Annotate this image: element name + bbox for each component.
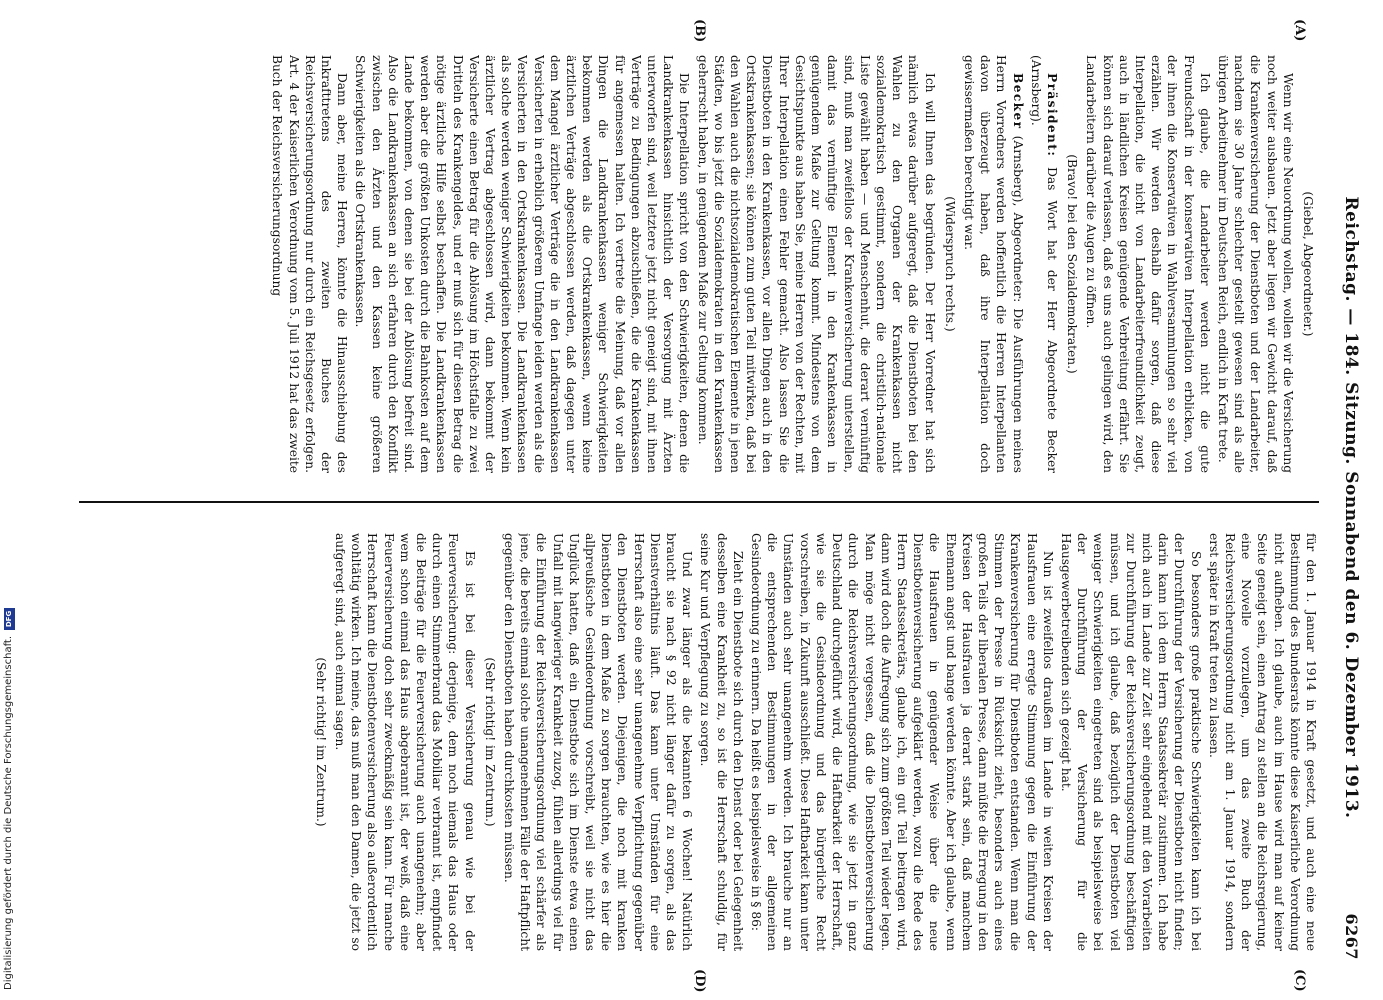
margin-mark-a: (A) [1292,19,1307,42]
paragraph: So besonders große praktische Schwierigkeiten kann ich bei der Durchführung der Versicherung der Dienstboten nicht finden; darin kann ich dem Herrn Staatssekretär zustimmen. Ich habe mich auch im Lande zur Zeit sehr eingehend mit den Vorarbeiten zur Durchführung der Reichsversicherungsordnung beschäftigen müssen, und ich glaube, daß bezüglich der Dienstboten viel weniger Schwierigkeiten eingetreten sind als beispielsweise bei der Durchführung der Versicherung für die Hausgewerbetreibenden sich gezeigt hat. [1058,533,1203,951]
footer-strip [0,0,22,1000]
interjection-note: (Widerspruch rechts.) [942,196,957,332]
column-divider [79,501,1319,503]
footer-credit-text: Digitalisierung gefördert durch die Deutsche Forschungsgemeinschaft. [3,635,14,990]
president-text: Das Wort hat der Herr Abgeordnete Becker (Arnsberg). [1028,55,1059,473]
paragraph: Es ist bei dieser Versicherung genau wie bei der Feuerversicherung: derjenige, dem noch niemals das Haus oder durch einen Stimmerbrand das Mobiliar verbrannt ist, empfindet die Beiträge für die Feuerversicherung auch unangenehm; aber wem schon einmal das Haus abgebrannt ist, der weiß, daß eine Feuerversicherung doch sehr zweckmäßig sein kann. Für manche Herrschaft kann die Dienstbotenversicherung also außerordentlich wohltätig wirken. Ich meine, das muß man den Damen, die jetzt so aufgeregt sind, auch einmal sagen. [333,533,477,951]
paragraph: Ich glaube, die Landarbeiter werden nicht die gute Freundschaft in der konservativen Interpellation erblicken, von der ihnen die Konservativen in Wahlversammlungen so sehr viel erzählen. Wir werden deshalb dafür sorgen, daß diese Interpellation, die nicht von Landarbeiterfreundlichkeit zeugt, auch in ländlichen Kreisen genügende Verbreitung erfährt. Sie können sich darauf verlassen, daß es uns auch gelingen wird, den Landarbeitern darüber die Augen zu öffnen. [1084,55,1212,473]
paragraph: Ich will Ihnen das begründen. Der Herr Vorredner hat sich nämlich etwas darüber aufgeregt, daß die Dienstboten bei den Wahlen zu den Organen der Krankenkassen nicht sozialdemokratisch gestimmt, sondern die christlich-nationale Liste gewählt haben — und Menschenhut, die derart vernünftig sind, muß man zweifellos der Krankenversicherung unterstellen, damit das vernünftige Element in den Krankenkassen in genügendem Maße zur Geltung kommt. Mindestens von dem Gesichtspunkte aus haben Sie, meine Herren von der Rechten, mit Ihrer Interpellation einen Fehler gemacht. Also lassen Sie die Dienstboten in den Krankenkassen, vor allen Dingen auch in den Ortskrankenkassen; sie können zum guten Teil mitwirken, daß bei den Wahlen auch die nichtsozialdemokratischen Elemente in jenen Städten, wo bis jetzt die Sozialdemokraten in den Krankenkassen geherrscht haben, in genügendem Maße zur Geltung kommen. [695,55,937,473]
paragraph: Dann aber, meine Herren, könnte die Hinausschiebung des Inkrafttretens des zweiten Buches der Reichsversicherungsordnung nur durch ein Reichsgesetz erfolgen. Art. 4 der Kaiserlichen Verordnung vom 5. Juli 1912 hat das zweite Buch der Reichsversicherungsordnung [270,55,350,473]
margin-mark-b: (B) [692,19,707,43]
speaker-text: (Arnsberg), Abgeordneter: Die Ausführungen meines Herrn Vorredners werden hoffentlich die Herren Interpellanten davon überzeugt haben, daß ihre Interpellation doch gewissermaßen berechtigt war. [961,55,1025,473]
president-paragraph [1028,55,1060,473]
paragraph: Wenn wir eine Neuordnung wollen, wollen wir die Versicherung noch weiter ausbauen. Jetzt aber liegen wir Gewicht darauf, daß die Krankenversicherung der Dienstboten und der Landarbeiter, nachdem sie 30 Jahre schlechter gestellt gewesen sind als alle übrigen Arbeitnehmer im Deutschen Reich, endlich in Kraft trete. [1215,55,1295,473]
page-number: 6267 [1342,913,1361,960]
paragraph: für den 1. Januar 1914 in Kraft gesetzt, und auch eine neue Bestimmung des Bundesrats könnte diese Kaiserliche Verordnung nicht aufheben. Ich glaube, auch im Hause wird man auf keiner Seite geneigt sein, einen Antrag zu stellen an die Reichsregierung, eine Novelle vorzulegen, um das zweite Buch der Reichsversicherungsordnung nicht am 1. Januar 1914, sondern erst später in Kraft treten zu lassen. [1206,533,1318,951]
paragraph: Die Interpellation spricht von den Schwierigkeiten, denen die Landkrankenkassen hinsichtlich der Versorgung mit Ärzten unterworfen sind, weil letztere jetzt nicht geneigt sind, mit ihnen Verträge zu Bedingungen abzuschließen, die die Krankenkassen für angemessen halten. Ich vertrete die Meinung, daß vor allen Dingen die Landkrankenkassen weniger Schwierigkeiten bekommen werden als die Ortskrankenkassen, wenn keine ärztlichen Verträge abgeschlossen werden, daß dagegen unter dem Mangel ärztlicher Verträge die in den Landkrankenkassen Versicherten in erheblich größerem Umfange leiden werden als die Versicherten in den Ortskrankenkassen. Die Landkrankenkassen als solche werden weniger Schwierigkeiten bekommen. Wenn kein ärztlicher Vertrag abgeschlossen wird, dann bekommt der Versicherte einen Betrag für die Ablösung im Höchstfalle zu zwei Dritteln des Krankengeldes, und er muß sich für diesen Betrag die nötige ärztliche Hilfe selbst beschaffen. Die Landkrankenkassen werden aber die größten Unkosten durch die Bahnkosten auf dem Lande bekommen, von denen sie bei der Ablösung befreit sind. Also die Landkrankenkassen an sich erfahren durch den Konflikt zwischen den Ärzten und den Kassen keine größeren Schwierigkeiten als die Ortskrankenkassen. [353,55,692,473]
dfg-logo-icon: DFG [4,608,15,630]
left-column [79,55,1319,473]
applause-note: (Sehr richtig! im Zentrum.) [482,657,497,827]
paragraph: Und zwar länger als die bekannten 6 Wochen! Natürlich braucht sie nach § 92 nicht länger dafür zu sorgen, als das Dienstverhältnis läuft. Das kann unter Umständen für eine Herrschaft also eine sehr unangenehme Verpflichtung gegenüber den Dienstboten werden. Diejenigen, die noch mit kranken Dienstboten in dem Maße zu sorgen brauchten, wie es hier die allpreußische Gesindeordnung vorschreibt, weil sie nicht das Unglück hatten, daß ein Dienstbote sich im Dienste etwa einen Unfall mit langwieriger Krankheit zuzog, fühlen allerdings viel für die Einführung der Reichsversicherungsordnung viel schärfer als jene, die bereits einmal solche unangenehmen Fälle der Haftpflicht gegenüber den Dienstboten haben durchkosten müssen. [502,533,695,951]
header-title: Reichstag. — 184. Sitzung. Sonnabend den 6. Dezember 1913. [1341,196,1361,819]
right-column [79,533,1319,951]
applause-note: (Bravo! bei den Sozialdemokraten.) [1065,154,1080,374]
document-sheet [71,19,1361,993]
page-header [1333,55,1361,960]
margin-mark-d: (D) [692,969,707,993]
speaker-paragraph [961,55,1026,473]
speaker-label: Becker [1010,73,1025,130]
footer-credit [2,0,16,990]
text-columns [79,19,1319,993]
speaker-note: (Giebel, Abgeordneter.) [1301,191,1315,337]
president-label: Präsident: [1044,73,1059,158]
margin-mark-c: (C) [1292,969,1307,992]
paragraph: Nun ist zweifellos draußen im Lande in weiten Kreisen der Hausfrauen eine erregte Stimmung gegen die Einführung der Krankenversicherung für Dienstboten entstanden. Wenn man die Stimmen der Presse in Rücksicht zieht, besonders auch eines großen Teils der liberalen Presse, dann müßte die Erregung in den Kreisen der Hausfrauen ja derart stark sein, daß manchem Ehemann angst und bange werden könnte. Aber ich glaube, wenn die Hausfrauen in genügender Weise über die neue Dienstbotenversicherung aufgeklärt werden, wozu die Rede des Herrn Staatssekretärs, glaube ich, ein gut Teil beitragen wird, dann wird doch die Aufregung sich zum größten Teil wieder legen. Man möge nicht vergessen, daß die Dienstbotenversicherung durch die Reichsversicherungsordnung, wie sie jetzt in ganz Deutschland durchgeführt wird, die Haftbarkeit der Herrschaft, wie sie die Gesindeordnung und das bürgerliche Recht vorschreiben, in Zukunft ausschließt. Diese Haftbarkeit kann unter Umständen auch sehr unangenehm werden. Ich brauche nur an die entsprechenden Bestimmungen in der allgemeinen Gesindeordnung zu erinnern. Da heißt es beispielsweise in § 86: [749,533,1055,951]
quoted-paragraph: Zieht ein Dienstbote sich durch den Dienst oder bei Gelegenheit desselben eine Krankheit zu, so ist die Herrschaft schuldig, für seine Kur und Verpflegung zu sorgen. [698,533,745,951]
applause-note: (Sehr richtig! im Zentrum.) [313,657,328,827]
